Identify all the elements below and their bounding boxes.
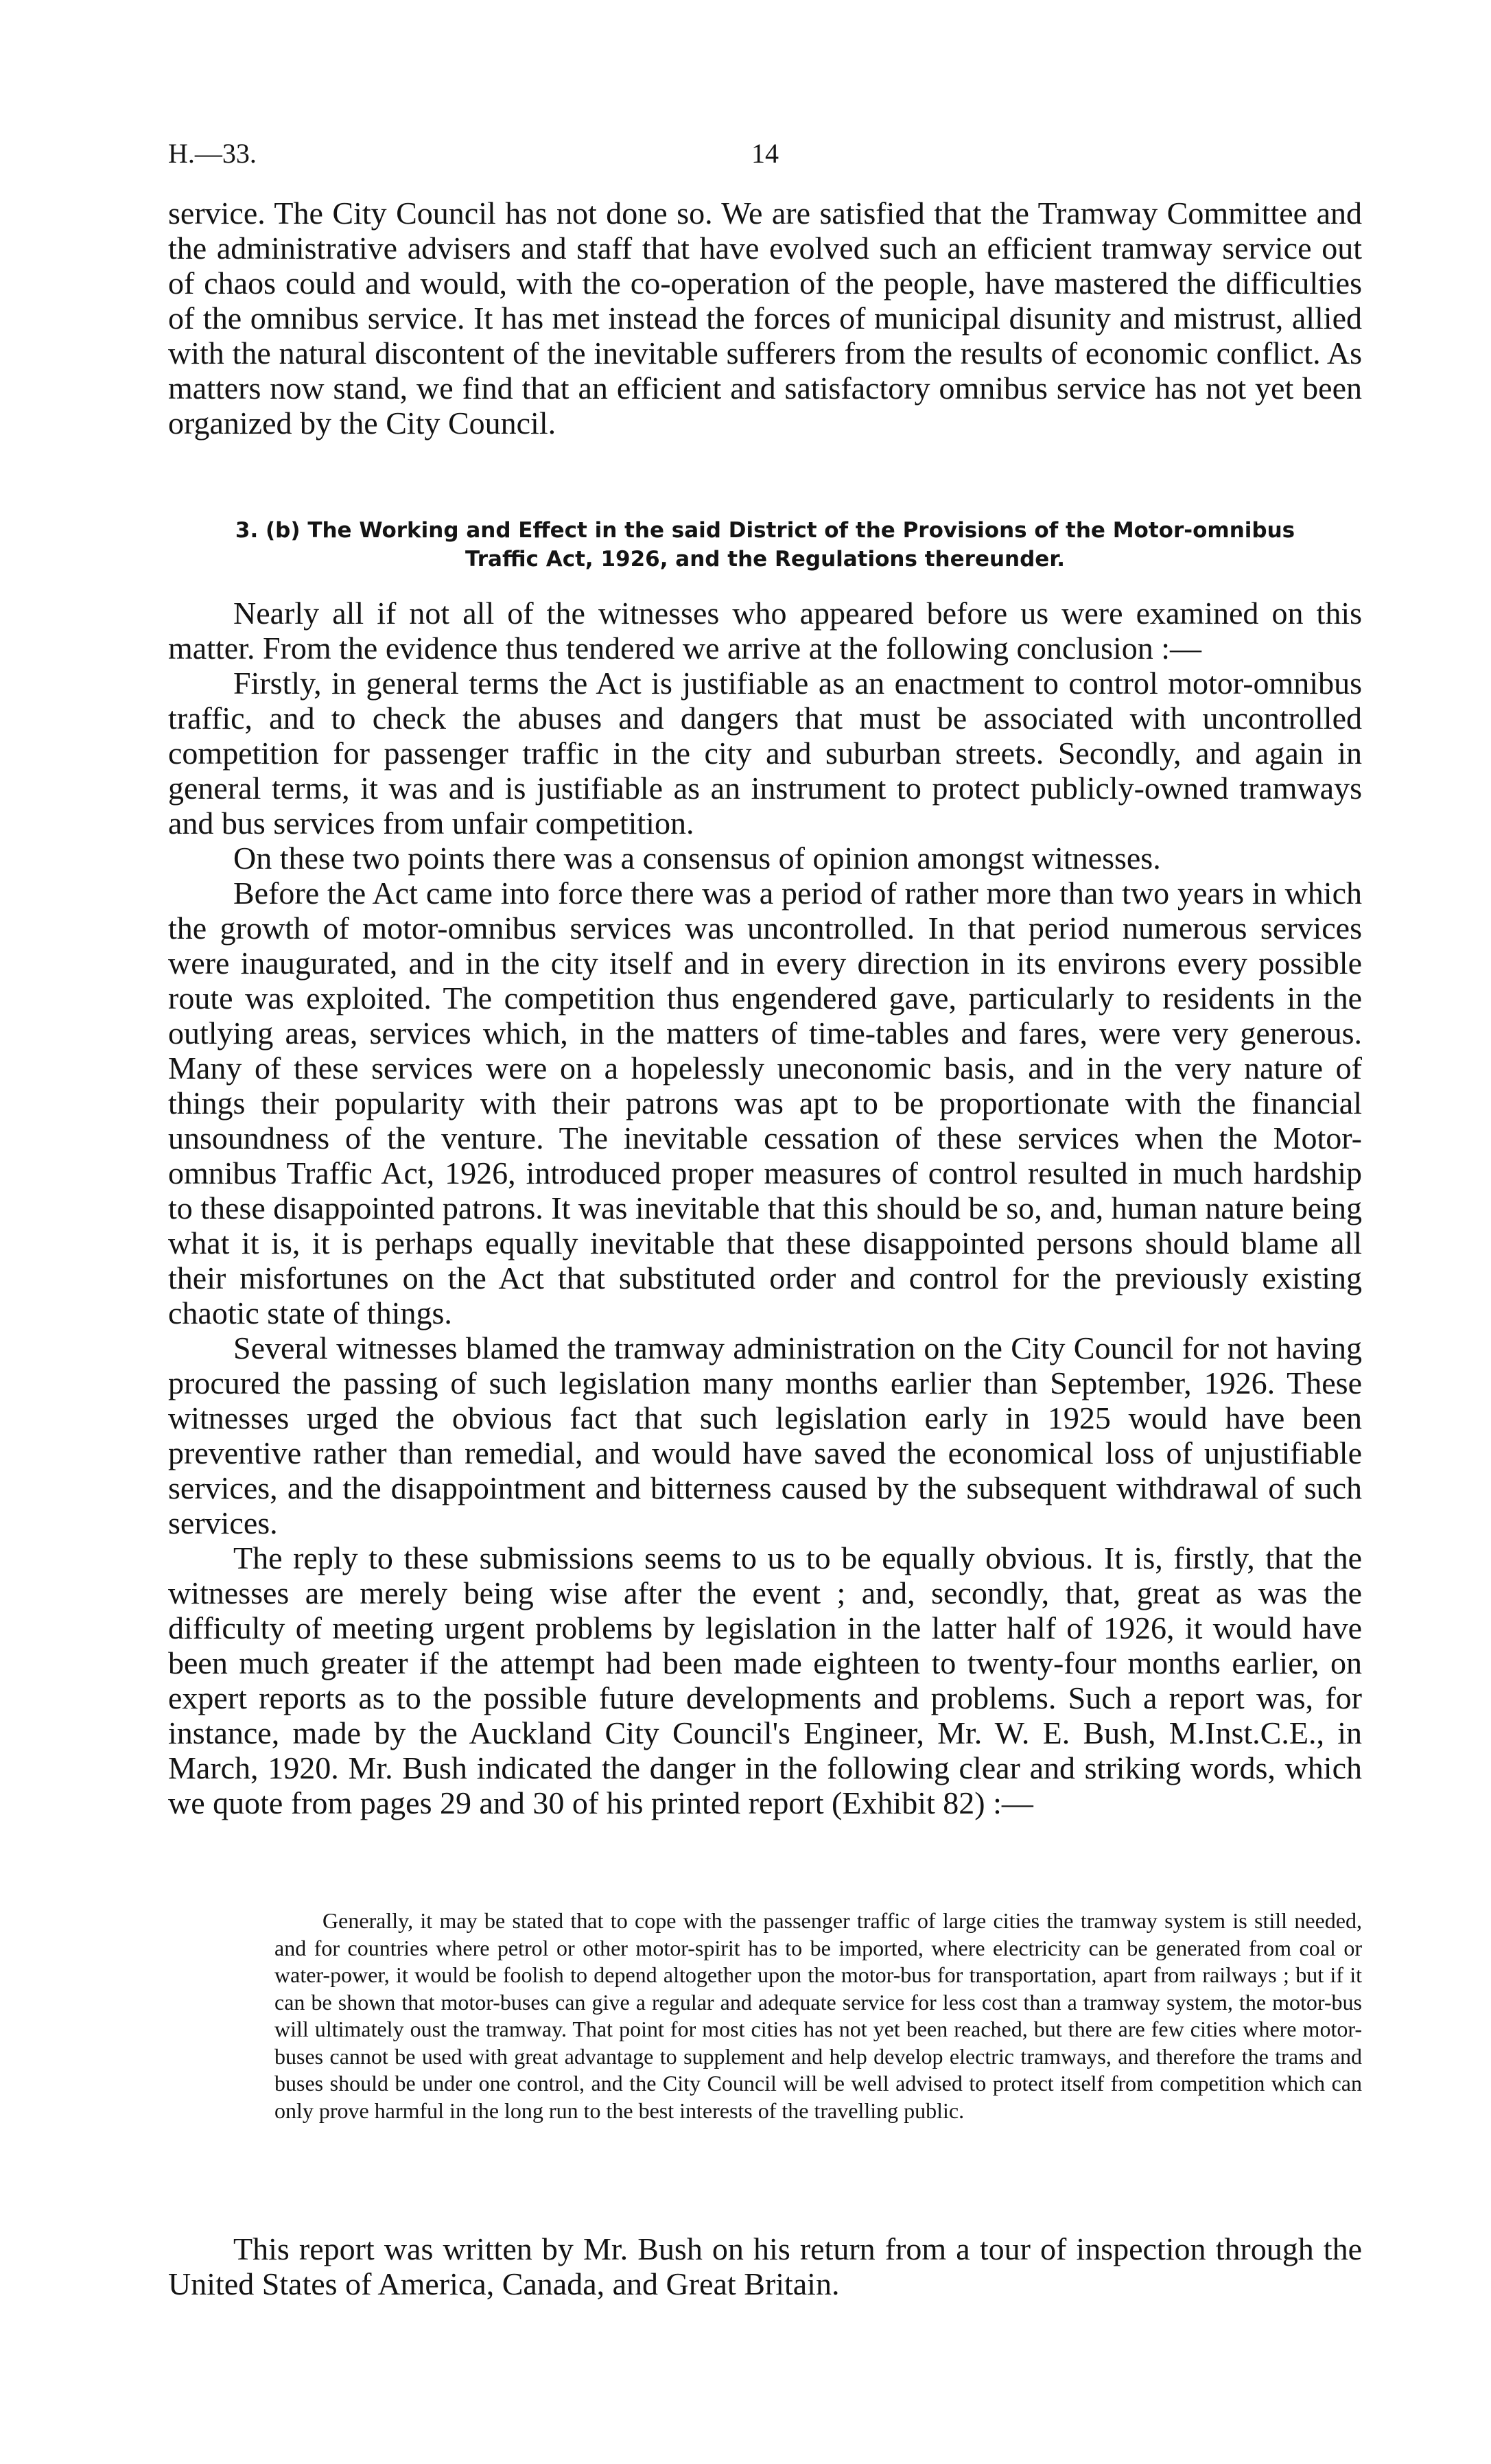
body-paragraph: Firstly, in general terms the Act is justifiable as an enactment to control motor-omnibus traffic, and to check the abuses and dangers that must be associated with uncontrolled competition for passenger traffic in the city and suburban streets. Secondly, and again in general terms, it was and is justifiable as an instrument to protect publicly-owned tramways and bus services from unfair competition.	[168, 666, 1362, 841]
body-paragraph: On these two points there was a consensus of opinion amongst witnesses.	[233, 841, 1161, 876]
body-paragraph: Several witnesses blamed the tramway administration on the City Council for not having procured the passing of such legislation many months earlier than September, 1926. These witnesses urged the obvious fact that such legislation early in 1925 would have been preventive rather than remedial, and would have saved the economical loss of unjustifiable services, and the disappointment and bitterness caused by the subsequent withdrawal of such services.	[168, 1330, 1362, 1540]
section-heading	[168, 516, 1362, 574]
intro-paragraph: service. The City Council has not done so. We are satisfied that the Tramway Committee and the administrative advisers and staff that have evolved such an efficient tramway service out of chaos could and would, with the co-operation of the people, have mastered the difficulties of the omnibus service. It has met instead the forces of municipal disunity and mistrust, allied with the natural discontent of the inevitable sufferers from the results of economic conflict. As matters now stand, we find that an efficient and satisfactory omnibus service has not yet been organized by the City Council.	[168, 196, 1362, 441]
page-header	[168, 137, 1369, 178]
section-heading-line-1: 3. (b) The Working and Effect in the said District of the Provisions of the Motor-omnibus	[235, 518, 1295, 543]
quoted-report-text: Generally, it may be stated that to cope with the passenger traffic of large cities the tramway system is still needed, and for countries where petrol or other motor-spirit has to be imported, where electricity can be generated from coal or water-power, it would be foolish to depend altogether upon the motor-bus for transportation, apart from railways ; but if it can be shown that motor-buses can give a regular and adequate service for less cost than a tramway system, the motor-bus will ultimately oust the tramway. That point for most cities has not yet been reached, but there are few cities where motor-buses cannot be used with great advantage to supplement and help develop electric tramways, and therefore the trams and buses should be under one control, and the City Council will be well advised to protect itself from competition which can only prove harmful in the long run to the best interests of the travelling public.	[274, 1908, 1362, 2123]
intro-section	[168, 196, 1362, 441]
closing-paragraph: This report was written by Mr. Bush on his return from a tour of inspection through the United States of America, Canada, and Great Britain.	[168, 2231, 1362, 2301]
body-paragraph: The reply to these submissions seems to us to be equally obvious. It is, firstly, that the witnesses are merely being wise after the event ; and, secondly, that, great as was the difficulty of meeting urgent problems by legislation in the latter half of 1926, it would have been much greater if the attempt had been made eighteen to twenty-four months earlier, on expert reports as to the possible future developments and problems. Such a report was, for instance, made by the Auckland City Council's Engineer, Mr. W. E. Bush, M.Inst.C.E., in March, 1920. Mr. Bush indicated the danger in the following clear and striking words, which we quote from pages 29 and 30 of his printed report (Exhibit 82) :—	[168, 1540, 1362, 1820]
block-quote	[274, 1908, 1362, 2124]
section-heading-line-2: Traffic Act, 1926, and the Regulations thereunder.	[465, 547, 1065, 572]
body-section	[168, 596, 1362, 1820]
body-paragraph: Nearly all if not all of the witnesses who appeared before us were examined on this matter. From the evidence thus tendered we arrive at the following conclusion :—	[168, 596, 1362, 666]
page-number: 14	[751, 138, 779, 169]
document-reference: H.—33.	[168, 138, 257, 169]
body-paragraph: Before the Act came into force there was a period of rather more than two years in which the growth of motor-omnibus services was uncontrolled. In that period numerous services were inaugurated, and in the city itself and in every direction in its environs every possible route was exploited. The competition thus engendered gave, particularly to residents in the outlying areas, services which, in the matters of time-tables and fares, were very generous. Many of these services were on a hopelessly uneconomic basis, and in the very nature of things their popularity with their patrons was apt to be proportionate with the financial unsoundness of the venture. The inevitable cessation of these services when the Motor-omnibus Traffic Act, 1926, introduced proper measures of control resulted in much hardship to these disappointed patrons. It was inevitable that this should be so, and, human nature being what it is, it is perhaps equally inevitable that these disappointed persons should blame all their misfortunes on the Act that substituted order and control for the previously existing chaotic state of things.	[168, 876, 1362, 1330]
closing-section	[168, 2231, 1362, 2301]
